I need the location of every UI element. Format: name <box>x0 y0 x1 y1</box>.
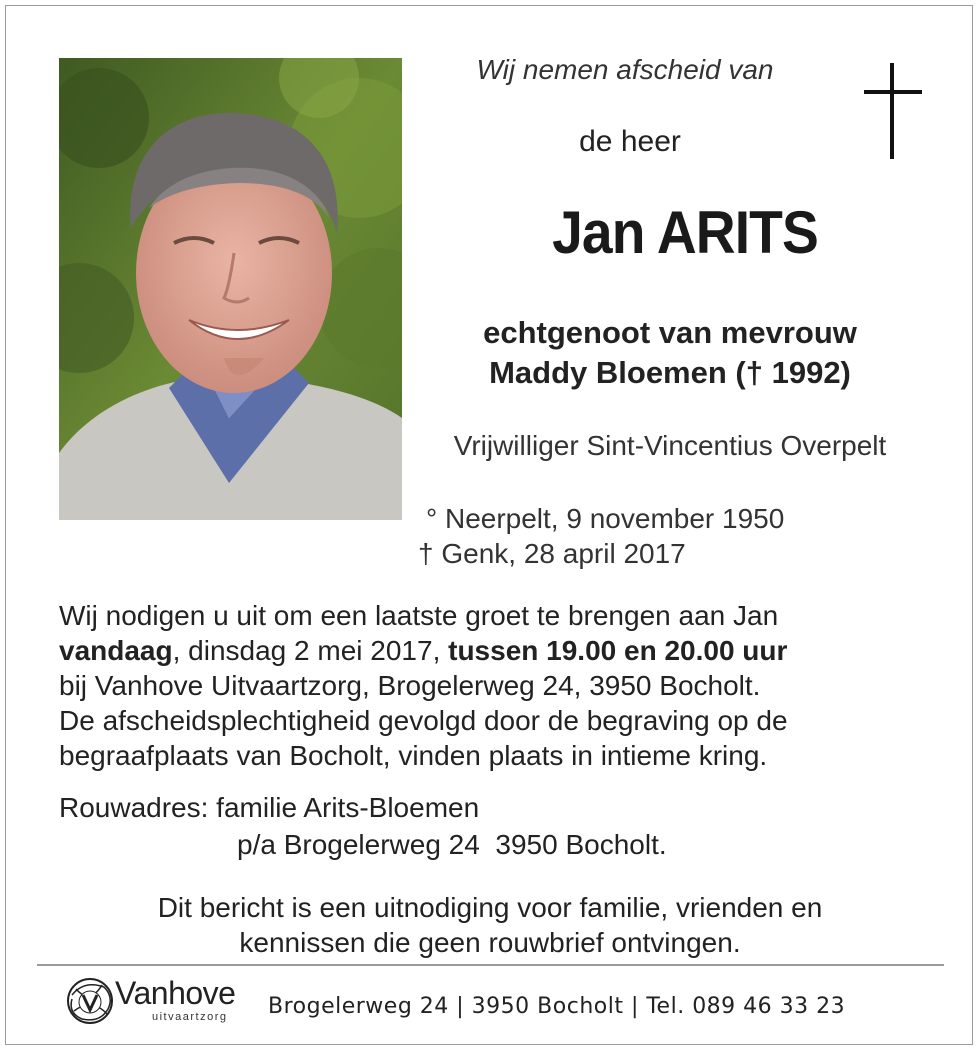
honorific: de heer <box>579 125 681 158</box>
invitation-line-4: De afscheidsplechtigheid gevolgd door de begraving op de <box>59 705 788 736</box>
note-line-2: kennissen die geen rouwbrief ontvingen. <box>239 927 741 958</box>
logo-name: Vanhove <box>115 975 236 1011</box>
invitation-line-5: begraafplaats van Bocholt, vinden plaats in intieme kring. <box>59 740 768 771</box>
invitation-day: vandaag <box>59 635 173 666</box>
invitation-line-2 <box>59 633 959 668</box>
spouse-line-1: echtgenoot van mevrouw <box>483 315 857 350</box>
spouse-info <box>420 313 920 393</box>
death-info: † Genk, 28 april 2017 <box>418 538 686 569</box>
invitation-note <box>80 890 900 960</box>
birth-info: ° Neerpelt, 9 november 1950 <box>426 503 785 534</box>
cross-icon <box>864 63 922 159</box>
invitation-line-3: bij Vanhove Uitvaartzorg, Brogelerweg 24, 3950 Bocholt. <box>59 670 761 701</box>
intro-text: Wij nemen afscheid van <box>476 54 774 85</box>
invitation-date: , dinsdag 2 mei 2017, <box>172 635 449 666</box>
funeral-home-logo <box>64 973 254 1033</box>
note-line-1: Dit bericht is een uitnodiging voor familie, vrienden en <box>157 892 823 923</box>
footer-divider <box>37 964 944 966</box>
volunteer-role: Vrijwilliger Sint-Vincentius Overpelt <box>453 430 887 461</box>
footer-contact: Brogelerweg 24 | 3950 Bocholt | Tel. 089 46 33 23 <box>268 994 846 1019</box>
deceased-name: Jan ARITS <box>552 199 818 266</box>
mourning-address-line-2: p/a Brogelerweg 24 3950 Bocholt. <box>237 829 667 860</box>
invitation-time: tussen 19.00 en 20.00 uur <box>448 635 788 666</box>
spouse-line-2: Maddy Bloemen († 1992) <box>489 355 851 390</box>
portrait-photo <box>59 58 402 520</box>
logo-mark-icon <box>64 975 116 1027</box>
logo-subtitle: uitvaartzorg <box>152 1011 228 1023</box>
mourning-address-line-1: Rouwadres: familie Arits-Bloemen <box>59 792 480 823</box>
invitation-text <box>59 598 959 773</box>
invitation-line-1: Wij nodigen u uit om een laatste groet te brengen aan Jan <box>59 600 779 631</box>
